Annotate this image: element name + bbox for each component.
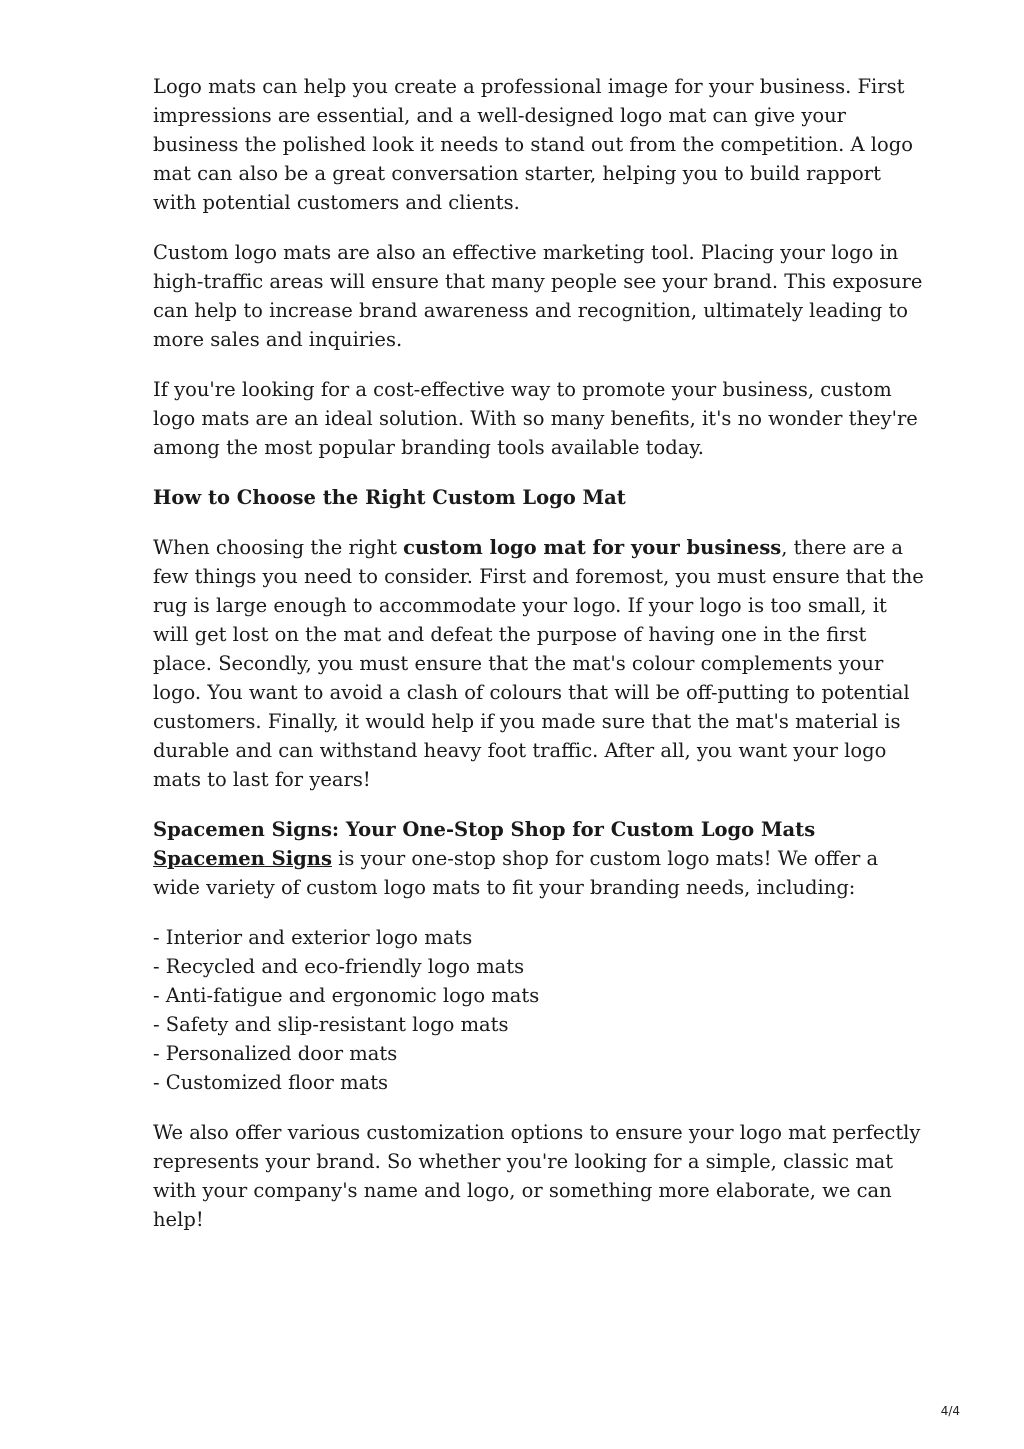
- list-item: - Safety and slip-resistant logo mats: [153, 1013, 509, 1036]
- list-item: - Personalized door mats: [153, 1042, 398, 1065]
- list-item: - Recycled and eco-friendly logo mats: [153, 955, 525, 978]
- choosing-intro-text: When choosing the right: [153, 536, 404, 559]
- mat-types-list: [153, 923, 928, 1097]
- document-body: [153, 72, 928, 1255]
- list-item: - Customized floor mats: [153, 1071, 389, 1094]
- spacemen-signs-link[interactable]: Spacemen Signs: [153, 847, 332, 870]
- paragraph-marketing-tool: Custom logo mats are also an effective marketing tool. Placing your logo in high-traffic areas will ensure that many people see your brand. This exposure can help to increase brand awareness and recognition, ultimately leading to more sales and inquiries.: [153, 241, 923, 351]
- paragraph-choosing-mat: [153, 533, 928, 794]
- page-number: 4/4: [940, 1404, 960, 1418]
- paragraph-professional-image: Logo mats can help you create a professional image for your business. First impressions are essential, and a well-designed logo mat can give your business the polished look it needs to stand out from the competition. A logo mat can also be a great conversation starter, helping you to build rapport with potential customers and clients.: [153, 75, 913, 214]
- choosing-rest-text: , there are a few things you need to consider. First and foremost, you must ensure that the rug is large enough to accommodate your logo. If your logo is too small, it will get lost on the mat and defeat the purpose of having one in the first place. Secondly, you must ensure that the mat's colour complements your logo. You want to avoid a clash of colours that will be off-putting to potential customers. Finally, it would help if you made sure that the mat's material is durable and can withstand heavy foot traffic. After all, you want your logo mats to last for years!: [153, 536, 924, 791]
- heading-choose-right-mat: How to Choose the Right Custom Logo Mat: [153, 486, 626, 509]
- spacemen-intro-text: is your one-stop shop for custom logo mats! We offer a wide variety of custom logo mats to fit your branding needs, including:: [153, 847, 879, 899]
- paragraph-customization: We also offer various customization options to ensure your logo mat perfectly represents your brand. So whether you're looking for a simple, classic mat with your company's name and logo, or something more elaborate, we can help!: [153, 1121, 921, 1231]
- list-item: - Interior and exterior logo mats: [153, 926, 473, 949]
- paragraph-spacemen-intro: [153, 844, 928, 902]
- list-item: - Anti-fatigue and ergonomic logo mats: [153, 984, 540, 1007]
- heading-spacemen-signs: Spacemen Signs: Your One-Stop Shop for Custom Logo Mats: [153, 818, 816, 841]
- choosing-bold-phrase: custom logo mat for your business: [403, 536, 782, 559]
- paragraph-cost-effective: If you're looking for a cost-effective way to promote your business, custom logo mats are an ideal solution. With so many benefits, it's no wonder they're among the most popular branding tools available today.: [153, 378, 918, 459]
